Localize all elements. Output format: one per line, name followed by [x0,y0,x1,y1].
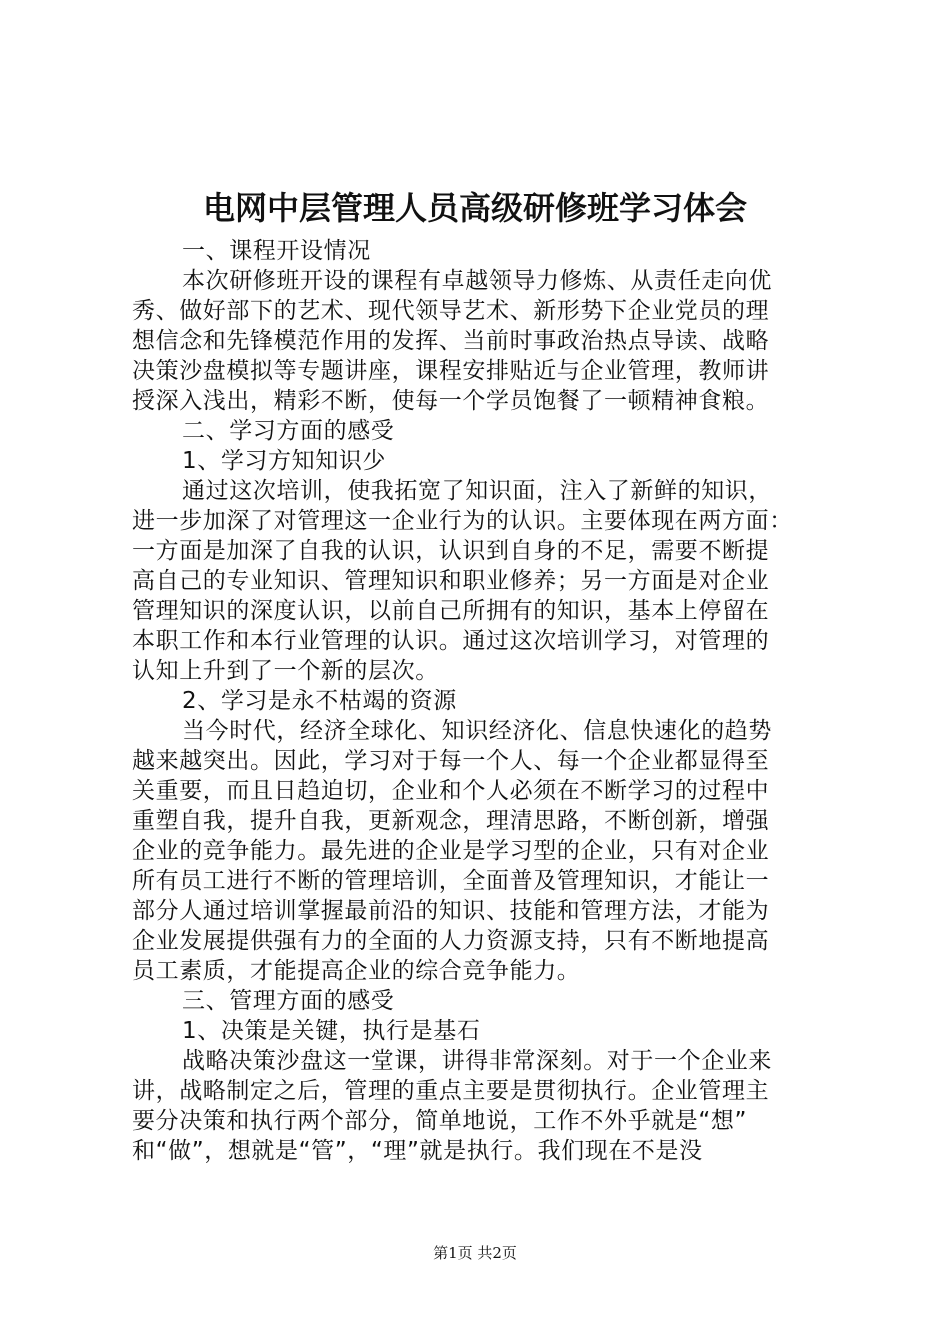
text-line: 要分决策和执行两个部分，简单地说，工作不外乎就是“想” [132,1108,748,1134]
text-line: 认知上升到了一个新的层次。 [132,658,439,684]
page-footer: 第1页 共2页 [433,1244,517,1262]
text-line: 二、学习方面的感受 [182,418,395,444]
document-title: 电网中层管理人员高级研修班学习体会 [202,189,747,227]
document-body [132,236,828,1166]
text-line: 一、课程开设情况 [182,238,371,264]
text-line: 当今时代，经济全球化、知识经济化、信息快速化的趋势 [182,718,772,744]
text-line: 高自己的专业知识、管理知识和职业修养；另一方面是对企业 [132,568,770,594]
text-line: 企业的竞争能力。最先进的企业是学习型的企业，只有对企业 [132,838,770,864]
text-line: 和“做”，想就是“管”，“理”就是执行。我们现在不是没 [132,1138,703,1164]
text-line: 秀、做好部下的艺术、现代领导艺术、新形势下企业党员的理 [132,298,770,324]
text-line: 管理知识的深度认识，以前自己所拥有的知识，基本上停留在 [132,598,770,624]
text-line: 1、学习方知知识少 [182,448,387,474]
text-line: 部分人通过培训掌握最前沿的知识、技能和管理方法，才能为 [132,898,770,924]
text-line: 1、决策是关键，执行是基石 [182,1018,481,1044]
text-line: 关重要，而且日趋迫切，企业和个人必须在不断学习的过程中 [132,778,770,804]
text-line: 企业发展提供强有力的全面的人力资源支持，只有不断地提高 [132,928,770,954]
text-line: 越来越突出。因此，学习对于每一个人、每一个企业都显得至 [132,748,770,774]
text-line: 想信念和先锋模范作用的发挥、当前时事政治热点导读、战略 [132,328,770,354]
text-line: 2、学习是永不枯竭的资源 [182,688,457,714]
text-line: 所有员工进行不断的管理培训，全面普及管理知识，才能让一 [132,868,770,894]
text-line: 员工素质，才能提高企业的综合竞争能力。 [132,958,581,984]
text-line: 三、管理方面的感受 [182,988,395,1014]
text-line: 本职工作和本行业管理的认识。通过这次培训学习，对管理的 [132,628,770,654]
text-line: 通过这次培训，使我拓宽了知识面，注入了新鲜的知识， [182,478,772,504]
text-line: 战略决策沙盘这一堂课，讲得非常深刻。对于一个企业来 [182,1048,772,1074]
text-line: 授深入浅出，精彩不断，使每一个学员饱餐了一顿精神食粮。 [132,388,770,414]
text-line: 重塑自我，提升自我，更新观念，理清思路，不断创新，增强 [132,808,770,834]
text-line: 进一步加深了对管理这一企业行为的认识。主要体现在两方面： [132,508,793,534]
text-line: 决策沙盘模拟等专题讲座，课程安排贴近与企业管理，教师讲 [132,358,770,384]
text-line: 本次研修班开设的课程有卓越领导力修炼、从责任走向优 [182,268,772,294]
text-line: 一方面是加深了自我的认识，认识到自身的不足，需要不断提 [132,538,770,564]
text-line: 讲，战略制定之后，管理的重点主要是贯彻执行。企业管理主 [132,1078,770,1104]
